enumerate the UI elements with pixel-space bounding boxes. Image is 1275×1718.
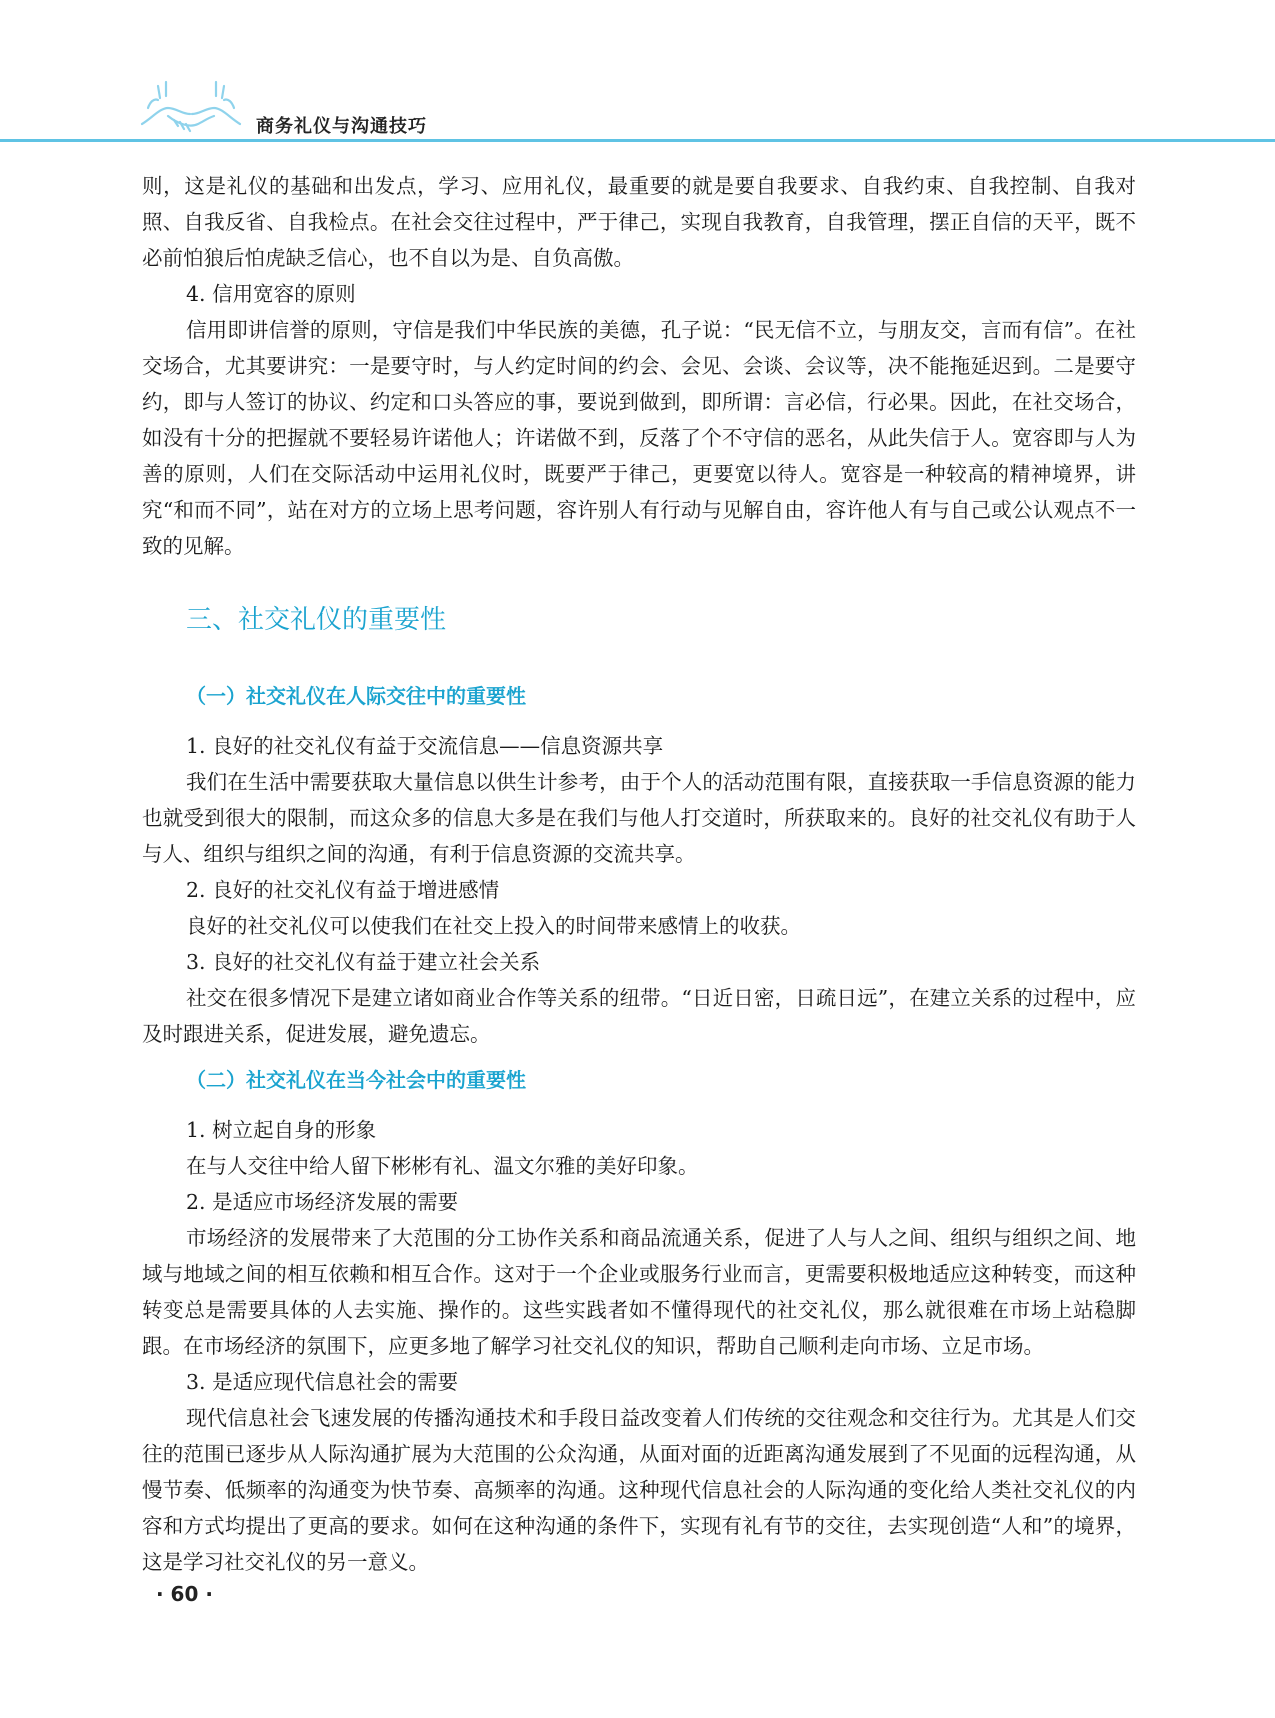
page-content: [142, 168, 1136, 1580]
section-3-heading: 三、社交礼仪的重要性: [186, 605, 447, 635]
item-4-title: 4. 信用宽容的原则: [186, 282, 356, 306]
sub2-item-2-text: 市场经济的发展带来了大范围的分工协作关系和商品流通关系，促进了人与人之间、组织与组织之间、地域与地域之间的相互依赖和相互合作。这对于一个企业或服务行业而言，更需要积极地适应这种转变，而这种转变总是需要具体的人去实施、操作的。这些实践者如不懂得现代的社交礼仪，那么就很难在市场上站稳脚跟。在市场经济的氛围下，应更多地了解学习社交礼仪的知识，帮助自己顺利走向市场、立足市场。: [142, 1226, 1136, 1358]
subsection-2-heading: （二）社交礼仪在当今社会中的重要性: [186, 1068, 526, 1092]
book-title: 商务礼仪与沟通技巧: [256, 116, 427, 137]
header-divider: [0, 139, 1275, 142]
item-4-text: 信用即讲信誉的原则，守信是我们中华民族的美德，孔子说：“民无信不立，与朋友交，言而有信”。在社交场合，尤其要讲究：一是要守时，与人约定时间的约会、会见、会谈、会议等，决不能拖延迟到。二是要守约，即与人签订的协议、约定和口头答应的事，要说到做到，即所谓：言必信，行必果。因此，在社交场合，如没有十分的把握就不要轻易许诺他人；许诺做不到，反落了个不守信的恶名，从此失信于人。宽容即与人为善的原则，人们在交际活动中运用礼仪时，既要严于律己，更要宽以待人。宽容是一种较高的精神境界，讲究“和而不同”，站在对方的立场上思考问题，容许别人有行动与见解自由，容许他人有与自己或公认观点不一致的见解。: [142, 318, 1136, 558]
subsection-1-heading: （一）社交礼仪在人际交往中的重要性: [186, 684, 526, 708]
sub2-item-1-text: 在与人交往中给人留下彬彬有礼、温文尔雅的美好印象。: [186, 1154, 699, 1178]
sub1-item-3-title: 3. 良好的社交礼仪有益于建立社会关系: [186, 950, 541, 974]
page-header: [0, 0, 1275, 150]
sub1-item-2-title: 2. 良好的社交礼仪有益于增进感情: [186, 878, 500, 902]
sub2-item-3-text: 现代信息社会飞速发展的传播沟通技术和手段日益改变着人们传统的交往观念和交往行为。尤其是人们交往的范围已逐步从人际沟通扩展为大范围的公众沟通，从面对面的近距离沟通发展到了不见面的远程沟通，从慢节奏、低频率的沟通变为快节奏、高频率的沟通。这种现代信息社会的人际沟通的变化给人类社交礼仪的内容和方式均提出了更高的要求。如何在这种沟通的条件下，实现有礼有节的交往，去实现创造“人和”的境界，这是学习社交礼仪的另一意义。: [142, 1406, 1136, 1574]
sub2-item-2-title: 2. 是适应市场经济发展的需要: [186, 1190, 459, 1214]
sub1-item-1-text: 我们在生活中需要获取大量信息以供生计参考，由于个人的活动范围有限，直接获取一手信息资源的能力也就受到很大的限制，而这众多的信息大多是在我们与他人打交道时，所获取来的。良好的社交礼仪有助于人与人、组织与组织之间的沟通，有利于信息资源的交流共享。: [142, 770, 1136, 866]
page-number: · 60 ·: [156, 1582, 213, 1606]
sub1-item-2-text: 良好的社交礼仪可以使我们在社交上投入的时间带来感情上的收获。: [186, 914, 801, 938]
sub2-item-1-title: 1. 树立起自身的形象: [186, 1118, 377, 1142]
sub1-item-3-text: 社交在很多情况下是建立诸如商业合作等关系的纽带。“日近日密，日疏日远”，在建立关系的过程中，应及时跟进关系，促进发展，避免遗忘。: [142, 986, 1136, 1046]
paragraph-continued: 则，这是礼仪的基础和出发点，学习、应用礼仪，最重要的就是要自我要求、自我约束、自我控制、自我对照、自我反省、自我检点。在社会交往过程中，严于律己，实现自我教育，自我管理，摆正自信的天平，既不必前怕狼后怕虎缺乏信心，也不自以为是、自负高傲。: [142, 174, 1136, 270]
sub2-item-3-title: 3. 是适应现代信息社会的需要: [186, 1370, 459, 1394]
handshake-logo-icon: [138, 78, 244, 140]
sub1-item-1-title: 1. 良好的社交礼仪有益于交流信息——信息资源共享: [186, 734, 664, 758]
